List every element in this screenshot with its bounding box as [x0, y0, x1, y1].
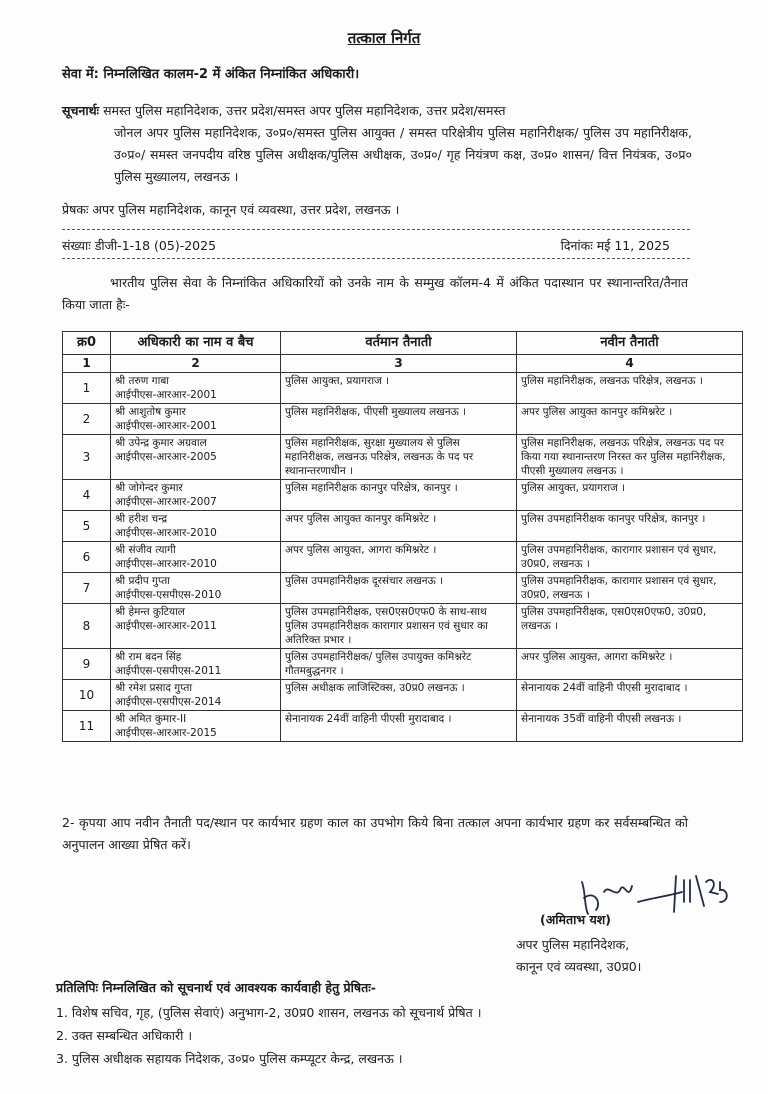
table-row: [63, 680, 743, 711]
current-posting-text: पुलिस उपमहानिरीक्षक दूरसंचार लखनऊ ।: [285, 575, 444, 587]
officer-text: श्री हरीश चन्द्र: [115, 513, 168, 525]
current-posting-text: अपर पुलिस आयुक्त कानपुर कमिश्नरेट ।: [285, 513, 437, 525]
serial-text: 10: [78, 688, 95, 702]
current-posting-cell: [281, 480, 517, 511]
copy-to-item: 1. विशेष सचिव, गृह, (पुलिस सेवाएं) अनुभाग-2, उ0प्र0 शासन, लखनऊ को सूचनार्थ प्रेषित ।: [56, 1005, 482, 1020]
officer-cell: [111, 373, 281, 404]
serial-cell: [63, 604, 111, 649]
officer-text: श्री हेमन्त कुटियाल: [115, 606, 185, 618]
copy-to-list: [56, 1001, 706, 1070]
column-number: 4: [517, 355, 743, 373]
intro-paragraph: भारतीय पुलिस सेवा के निम्नांकित अधिकारियों को उनके नाम के सम्मुख कॉलम-4 में अंकित पदास्थान पर स्थानान्तरित/तैनात किया जाता हैः-: [62, 275, 688, 312]
new-posting-text: पुलिस आयुक्त, प्रयागराज ।: [521, 482, 626, 494]
officer-cell: [111, 542, 281, 573]
copy-to-heading: प्रतिलिपिः निम्नलिखित को सूचनार्थ एवं आवश्यक कार्यवाही हेतु प्रेषितः-: [56, 980, 376, 995]
new-posting-text: पुलिस उपमहानिरीक्षक कानपुर परिक्षेत्र, कानपुर ।: [521, 513, 706, 525]
document-title: तत्काल निर्गत: [347, 29, 421, 47]
serial-cell: [63, 542, 111, 573]
new-posting-cell: [517, 373, 743, 404]
serial-cell: [63, 404, 111, 435]
officer-text: श्री संजीव त्यागी: [115, 544, 176, 556]
new-posting-cell: [517, 480, 743, 511]
officer-cell: [111, 435, 281, 480]
serial-cell: [63, 711, 111, 742]
new-posting-text: पुलिस उपमहानिरीक्षक, कारागार प्रशासन एवं सुधार, उ0प्र0, लखनऊ ।: [521, 575, 717, 601]
designation-line2: कानून एवं व्यवस्था, उ0प्र0।: [516, 959, 642, 974]
new-posting-cell: [517, 680, 743, 711]
current-posting-cell: [281, 511, 517, 542]
table-row: [63, 542, 743, 573]
sender-line: प्रेषकः अपर पुलिस महानिदेशक, कानून एवं व्यवस्था, उत्तर प्रदेश, लखनऊ ।: [62, 202, 400, 217]
serial-text: 2: [82, 412, 91, 426]
officer-cell: [111, 711, 281, 742]
header-new-posting: नवीन तैनाती: [517, 332, 743, 355]
new-posting-cell: [517, 404, 743, 435]
current-posting-text: अपर पुलिस आयुक्त, आगरा कमिश्नरेट ।: [285, 544, 437, 556]
new-posting-cell: [517, 435, 743, 480]
divider: [62, 258, 690, 259]
serial-text: 11: [78, 719, 95, 733]
suchnarth-line1: समस्त पुलिस महानिदेशक, उत्तर प्रदेश/समस्त अपर पुलिस महानिदेशक, उत्तर प्रदेश/समस्त: [103, 103, 506, 118]
officer-text: श्री रमेश प्रसाद गुप्ता: [115, 682, 193, 694]
officer-cell: [111, 649, 281, 680]
divider: [62, 229, 690, 230]
order-date: दिनांकः मई 11, 2025: [560, 238, 670, 253]
copy-to-item: 2. उक्त सम्बन्धित अधिकारी ।: [56, 1028, 193, 1043]
signatory-designation: [516, 934, 641, 978]
current-posting-text: पुलिस महानिरीक्षक कानपुर परिक्षेत्र, कानपुर ।: [285, 482, 458, 494]
addressee-line: सेवा में: निम्नलिखित कालम-2 में अंकित निम्नांकित अधिकारी।: [62, 67, 360, 82]
current-posting-cell: [281, 404, 517, 435]
new-posting-text: सेनानायक 24वीं वाहिनी पीएसी मुरादाबाद ।: [521, 682, 688, 694]
new-posting-text: पुलिस महानिरीक्षक, लखनऊ परिक्षेत्र, लखनऊ पद पर किया गया स्थानान्तरण निरस्त कर पुलिस महानिरीक्षक, पीएसी मुख्यालय लखनऊ ।: [521, 437, 726, 477]
new-posting-cell: [517, 542, 743, 573]
current-posting-cell: [281, 649, 517, 680]
serial-text: 9: [82, 657, 91, 671]
new-posting-text: सेनानायक 35वीं वाहिनी पीएसी लखनऊ ।: [521, 713, 682, 725]
officer-text: श्री आशुतोष कुमार: [115, 406, 186, 418]
header-serial: क्र0: [63, 332, 111, 355]
current-posting-cell: [281, 711, 517, 742]
officer-text: श्री जोगेन्दर कुमार: [115, 482, 183, 494]
table-row: [63, 573, 743, 604]
new-posting-cell: [517, 511, 743, 542]
new-posting-text: पुलिस महानिरीक्षक, लखनऊ परिक्षेत्र, लखनऊ ।: [521, 375, 703, 387]
serial-text: 3: [82, 450, 91, 464]
officer-cell: [111, 511, 281, 542]
current-posting-text: पुलिस महानिरीक्षक, पीएसी मुख्यालय लखनऊ ।: [285, 406, 467, 418]
serial-cell: [63, 649, 111, 680]
current-posting-text: पुलिस अधीक्षक लाजिस्टिक्स, उ0प्र0 लखनऊ ।: [285, 682, 465, 694]
signatory-name: (अमिताभ यश): [540, 912, 611, 927]
serial-text: 8: [82, 619, 91, 633]
officer-cell: [111, 604, 281, 649]
serial-text: 1: [82, 381, 91, 395]
current-posting-text: पुलिस आयुक्त, प्रयागराज ।: [285, 375, 390, 387]
header-current-posting: वर्तमान तैनाती: [281, 332, 517, 355]
current-posting-cell: [281, 435, 517, 480]
batch-text: आईपीएस-एसपीएस-2011: [115, 665, 222, 677]
batch-text: आईपीएस-आरआर-2015: [115, 727, 217, 739]
new-posting-cell: [517, 649, 743, 680]
batch-text: आईपीएस-आरआर-2011: [115, 620, 217, 632]
officer-cell: [111, 573, 281, 604]
serial-text: 4: [82, 488, 91, 502]
batch-text: आईपीएस-आरआर-2010: [115, 558, 217, 570]
information-recipients: [62, 100, 692, 188]
serial-cell: [63, 480, 111, 511]
batch-text: आईपीएस-आरआर-2001: [115, 389, 217, 401]
batch-text: आईपीएस-आरआर-2001: [115, 420, 217, 432]
serial-text: 6: [82, 550, 91, 564]
new-posting-text: अपर पुलिस आयुक्त, आगरा कमिश्नरेट ।: [521, 651, 673, 663]
table-row: [63, 711, 743, 742]
batch-text: आईपीएस-एसपीएस-2014: [115, 696, 222, 708]
officer-text: श्री तरुण गाबा: [115, 375, 170, 387]
batch-text: आईपीएस-आरआर-2010: [115, 527, 217, 539]
table-row: [63, 649, 743, 680]
batch-text: आईपीएस-आरआर-2005: [115, 451, 217, 463]
table-row: [63, 604, 743, 649]
officer-text: श्री अमित कुमार-II: [115, 713, 187, 725]
current-posting-cell: [281, 573, 517, 604]
transfer-table: [62, 331, 743, 742]
current-posting-text: पुलिस महानिरीक्षक, सुरक्षा मुख्यालय से पुलिस महानिरीक्षक, लखनऊ परिक्षेत्र, लखनऊ के पद पर स्थानान्तरणाधीन ।: [285, 437, 474, 477]
batch-text: आईपीएस-आरआर-2007: [115, 496, 217, 508]
table-row: [63, 511, 743, 542]
current-posting-cell: [281, 373, 517, 404]
current-posting-cell: [281, 604, 517, 649]
table-row: [63, 435, 743, 480]
current-posting-cell: [281, 680, 517, 711]
officer-cell: [111, 480, 281, 511]
designation-line1: अपर पुलिस महानिदेशक,: [516, 937, 630, 952]
new-posting-cell: [517, 604, 743, 649]
new-posting-text: अपर पुलिस आयुक्त कानपुर कमिश्नरेट ।: [521, 406, 673, 418]
table-row: [63, 480, 743, 511]
suchnarth-rest: जोनल अपर पुलिस महानिदेशक, उ०प्र०/समस्त पुलिस आयुक्त / समस्त परिक्षेत्रीय पुलिस महानिरीक्षक/ पुलिस उप महानिरीक्षक, उ०प्र०/ समस्त जनपदीय वरिष्ठ पुलिस अधीक्षक/पुलिस अधीक्षक, उ०प्र०/ गृह नियंत्रण कक्ष, उ०प्र० शासन/ वित्त नियंत्रक, उ०प्र० पुलिस मुख्यालय, लखनऊ ।: [114, 125, 692, 184]
serial-text: 5: [82, 519, 91, 533]
table-row: [63, 404, 743, 435]
officer-text: श्री उपेन्द्र कुमार अग्रवाल: [115, 437, 207, 449]
header-officer: अधिकारी का नाम व बैच: [111, 332, 281, 355]
new-posting-cell: [517, 711, 743, 742]
officer-cell: [111, 404, 281, 435]
suchnarth-label: सूचनार्थः: [62, 103, 100, 118]
column-number: 2: [111, 355, 281, 373]
batch-text: आईपीएस-एसपीएस-2010: [115, 589, 222, 601]
new-posting-cell: [517, 573, 743, 604]
instruction-paragraph: 2- कृपया आप नवीन तैनाती पद/स्थान पर कार्यभार ग्रहण काल का उपभोग किये बिना तत्काल अपना कार्यभार ग्रहण कर सर्वसम्बन्धित को अनुपालन आख्या प्रेषित करें।: [62, 815, 688, 852]
reference-number: संख्याः डीजी-1-18 (05)-2025: [62, 238, 217, 253]
new-posting-text: पुलिस उपमहानिरीक्षक, कारागार प्रशासन एवं सुधार, उ0प्र0, लखनऊ ।: [521, 544, 717, 570]
serial-cell: [63, 373, 111, 404]
table-row: [63, 373, 743, 404]
current-posting-cell: [281, 542, 517, 573]
column-number: 1: [63, 355, 111, 373]
current-posting-text: पुलिस उपमहानिरीक्षक, एस0एस0एफ0 के साथ-साथ पुलिस उपमहानिरीक्षक कारागार प्रशासन एवं सुधार का अतिरिक्त प्रभार ।: [285, 606, 488, 646]
serial-cell: [63, 680, 111, 711]
officer-cell: [111, 680, 281, 711]
serial-cell: [63, 511, 111, 542]
officer-text: श्री प्रदीप गुप्ता: [115, 575, 170, 587]
serial-cell: [63, 573, 111, 604]
copy-to-item: 3. पुलिस अधीक्षक सहायक निदेशक, उ०प्र० पुलिस कम्प्यूटर केन्द्र, लखनऊ ।: [56, 1051, 403, 1066]
officer-text: श्री राम बदन सिंह: [115, 651, 182, 663]
serial-cell: [63, 435, 111, 480]
serial-text: 7: [82, 581, 91, 595]
new-posting-text: पुलिस उपमहानिरीक्षक, एस0एस0एफ0, उ0प्र0, लखनऊ ।: [521, 606, 707, 632]
current-posting-text: पुलिस उपमहानिरीक्षक/ पुलिस उपायुक्त कमिश्नरेट गौतमबुद्धनगर ।: [285, 651, 472, 677]
column-number: 3: [281, 355, 517, 373]
current-posting-text: सेनानायक 24वीं वाहिनी पीएसी मुरादाबाद ।: [285, 713, 452, 725]
